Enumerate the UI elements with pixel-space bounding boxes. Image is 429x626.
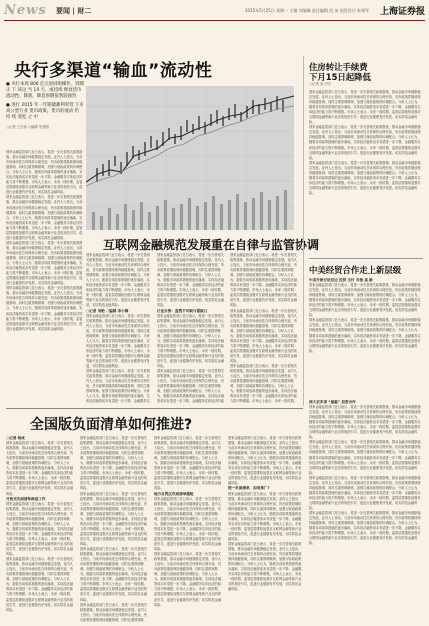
stock-chart-photo	[86, 86, 294, 230]
stock-chart-graphic	[86, 86, 294, 230]
middle-body-col-2	[157, 253, 225, 403]
body-text: 国家金融监管部门近日表示，将进一步完善相关政策措施，推动金融市场健康稳定发展。业内人士指出，当前市场流动性总体保持合理充裕，货币政策将继续保持稳健基调，同时注重预调微调，加强与财政政策的协调配合。分析人士认为，随着各项改革措施的逐步落地，实体经济融资成本有望进一步下降，金融服务实体经济的能力将不断增强。市场人士表示，未来一段时期，监管层将继续加强对互联网金融等新兴业态的规范引导，促进行业健康有序发展，切实防范金融风险。	[6, 286, 83, 331]
right-top-headline	[309, 62, 371, 82]
lead-body-col-1	[6, 150, 84, 405]
bottom-body-col-4	[228, 436, 302, 622]
body-text: 国家金融监管部门近日表示，将进一步完善相关政策措施，推动金融市场健康稳定发展。业内人士指出，当前市场流动性总体保持合理充裕，货币政策将继续保持稳健基调，同时注重预调微调，加强与财政政策的协调配合。分析人士认为，随着各项改革措施的逐步落地，实体经济融资成本有望进一步下降，金融服务实体经济的能力将不断增强。市场人士表示，未来一段时期，监管层将继续加强对互联网金融等新兴业态的规范引导，促进行业健康有序发展，切实防范金融风险。	[230, 253, 297, 308]
lead-summary-2: ● 进行 2015 年一年期储蓄利率营 下市高公型行业 货币政策，货币的流动 仍 持 续 宽松 之 中	[6, 102, 84, 121]
body-text: 国家金融监管部门近日表示，将进一步完善相关政策措施，推动金融市场健康稳定发展。业内人士指出，当前市场流动性总体保持合理充裕，货币政策将继续保持稳健基调，同时注重预调微	[80, 602, 147, 622]
body-text: 国家金融监管部门近日表示，将进一步完善相关政策措施，推动金融市场健康稳定发展。业内人士指出，当前市场流动性总体保持合理充裕，货币政策将继续保持稳健基调，同时注重预调微调，加强与财政政策的协调配合。分析人士认为，随着各项改革措施的逐步落地，实体经济融资成本有望进一步下降，金融服务实体经济的能力将不断增强。市场人士表示，未来一段时期，监管层将继续加强对互联网金融等新兴业态的规范引导，促进行业健康有序发展，切实防范金融风险。	[6, 441, 73, 496]
body-text: 国家金融监管部门近日表示，将进一步完善相关政策措施，推动金融市场健康稳定发展。业内人士指出，当前市场流动性总体保持合理充裕，货币政策将继续保持稳健基调，同时注重预调微调，加强与财政政策的协调配合。分析人士认为，随着各项改革措施的逐步落地，实体经济融资成本有望进一步下降，金融服务实体经济的能力将不断增强。市场人士表示，未来一段时期，监管层将继续加强对互联网金融等新兴业态的规范引导，促进行业健康有序发展，切实防范金融风险。	[154, 552, 221, 607]
body-text: 国家金融监管部门近日表示，将进一步完善相关政策措施，推动金融市场健康稳定发展。业内人士指出，当前市场流动性总体保持合理充裕，货币政策将继续保持稳健基调，同时注重预调微调，加强与财政政策的协调配合。分析人士认为，随着各项改革措施的逐步落地，实体经济融资成本有望进一步下降，金融服务实体经济的能力将不断增强。市场人士表示，未来一段时期，监管层将继续加强对互联网金融等新兴业态的规范引导，促进行业健康有序发展，切实防范金融风险。	[6, 501, 73, 557]
middle-body-col-1	[86, 253, 152, 403]
body-text: 国家金融监管部门近日表示，将进一步完善相关政策措施，推动金融市场健康稳定发展。业内人士指出，当前市场流动性总体保持合理充裕，货币政策将继续保持稳健基调，同时注重预调微调，加强与财政政策的协调配合。分析人士认为，随着各项改革措施的逐步落地，实体经济融资成本有望进一步下降，金融服务实体经济的能力将不断增强。市场人士表示，未来一段时期，监管层将继续加强对互联网金融等新兴业态的规范引导，促进行业健康有序发展，切实防范金融风险。	[309, 475, 421, 510]
body-text: 国家金融监管部门近日表示，将进一步完善相关政策措施，推动金融市场健康稳定发展。业内人士指出，当前市场流动性总体保持合理充裕，货币政策将继续保持稳健基调，同时注重预调微调，加强与财政政策的协调配合。分析人士认为，随着各项改革措施的逐步落地，实体经济融资成本有望进一步下降，金融服务实体经济的能力将不断增强。市场人士表示，未来一段时期，监管层将继续加强对互联网金融等新兴业态的规范引导，促进行业健康有序发展，切实防范金融风险。	[309, 283, 421, 318]
body-text: 国家金融监管部门近日表示，将进一步完善相关政策措施，推动金融市场健康稳定发展。业内人士指出，当前市场流动性总体保持合理充裕，货币政策将继续保持稳健基调，同时注重预调微调，加强与财政政策的协调配合。分析人士认为，随着各项改革措施的逐步落地，实体经济融资成本有望进一步下降，金融服务实体经济的能力将不断增强。市场人士表示，未来一段时期，监管层将继续加强对互联网金融等新兴业态的规范引导，促进行业健康有序发展，切实防范金融风险。	[309, 405, 421, 440]
right-middle-subhead-1: 中美开始讨论双边 投资 支付 对接 高 新	[309, 278, 373, 282]
right-middle-headline: 中美经贸合作走上新层级	[309, 265, 402, 275]
body-text: 国家金融监管部门近日表示，将进一步完善相关政策措施，推动金融市场健康稳定发展。业内人士指出，当前市场流动性总体保持合理充裕，货币政策将继续保持稳健基调，同时注重预调微调，加强与财政政策的协调配合。分析人士认为，随着各项改革措施的逐步落地，实体经济融资成本有望进一步下降，金融服务实体经济的能力将不断增强。市场人士表示，未来一段时期，监管层将继续加强对互联网金融等新兴业态的规范引导，促进行业健康有序发展，切实防范金融风险。	[154, 496, 221, 552]
section-divider	[309, 258, 423, 259]
body-text: 国家金融监管部门近日表示，将进一步完善相关政策措施，推动金融市场健康稳定发展。业内人士指出，当前市场流动性总体保持合理充裕，货币政策将继续保持稳健基调，同时注重预调微调，加强与财政政策的协调配合。分析人士认为，随着各项改革措施的逐步落地，实体经济融资成本有望进一步下降，金融服务实体经济的能力将不断增强。市场人士表示，未来一段时期，监管层将继续加强对互联网金融等新兴业态的规范引导，促进行业健康有序发展，切实防范金融风险。	[86, 313, 150, 369]
body-text: 国家金融监管部门近日表示，将进一步完善相关政策措施，推动金融市场健康稳定发展。业内人士指出，当前市场流动性总体保持合理充裕，货币政策将继续保持稳健基调，同时注重预调微调，加强与财政政策的协调配合。分析人士认为，随着各项改革措施的逐步落地，实体经济融资成本有望进一步下降，金融服务实体经济的能力将不断增强。市场人士表示，未来一段时期，监管层将继续加强对互联网金融等新兴业态的规范引导，促进行业健康有序发展，切实防范金融风险。	[80, 491, 147, 546]
right-top-body	[309, 90, 423, 255]
body-text: 国家金融监管部门近日表示，将进一步完善相关政策措施，推动金融市场健康稳定发展。业内人士指出，当前市场流动性总体保持合理充裕，货币政策将继续保持稳健基调，同时注重预调微调，加强与财政政策的协调配合。分析人士认为，随着各项改革措施的逐步落地，实体经济融资成本有望进一步下降，金融服务实体经济的能力将不断增强。市场人士表示，未来一段时期，监管层将继续加强对互联网金融等新兴业态的规范引导，促进行业健康有序发展，切实防范金融风险。	[228, 491, 302, 541]
right-middle-body-2	[309, 400, 423, 620]
body-text: 国家金融监管部门近日表示，将进一步完善相关政策措施，推动金融市场健康稳定发展。业内人士指出，当前市场流动性总体保持合理充裕，货币政策将继续保持稳健基调，同时注重预调微调，加强与财政政策的协调配合。分析人士认为，随着各项改革措施的逐步落地，实体经济融资成本有望进一步下降，金融服务实体经济的能力将不断增强。市场人士表示，未来一段时期，监管层将继续加强对互联网金融等新兴业态的规范引导，促进行业健康有序发展，切实防范金融风险。	[309, 125, 421, 160]
middle-byline: ○记者 刘艳 ○编辑 李小锋	[86, 308, 129, 313]
right-top-headline-2: 下月15日起降低	[309, 72, 371, 82]
body-text: 国家金融监管部门近日表示，将进一步完善相关政策措施，推动金融市场健康稳定发展。业内人士指出，当前市场流动性总体保持合理充裕，货币政策将继续保持稳健基调，同时注重预调微调，加强与财政政策的协调配合。分析人士认为，随着各项改革措施的逐步落地，实体经济融资成本有望进一步下降，金融服务实体经济的能力将不断增强。市场人士表示，未来一段时期，监管层将继续加强对互联网金融等新兴业态的规范引导，促进行业健康有序发展，切实防范金融风险。	[6, 150, 83, 195]
bottom-byline: ○记者 杨成	[6, 436, 25, 440]
middle-subhead: 行业自律：监管不可缺与需缺口	[157, 308, 208, 313]
body-text: 国家金融监管部门近日表示，将进一步完善相关政策措施，推动金融市场健康稳定发展。业内人士指出，当前市场流动性总体保持合理充裕，货币政策将继续保持稳健基调，同时注重预调微调，加强与财政政策的协调配合。分析人士认为，随着各项改革措施的逐步落地，实体经济融资成本有望进一步下降，金融服务实体经济的能力将不断增强。市场人士表示，未来一段时期，监管层将继续加强对互联网金融等新兴业态的规范引导，促进行业健康有序发展，切实防范金融风险。	[154, 436, 221, 491]
body-text: 国家金融监管部门近日表示，将进一步完善相关政策措施，推动金融市场健康稳定发展。业内人士指出，当前市场流动性总体保持合理充裕，货币政策将继续保持稳健基调，同时注重预调微调，加强与财政政策的协调配合。分析人士认为，随着各项改革措施的逐步落地，实体经济融资成本有望进一步下降，金融服务实体经济的能力将不断增强。市场人士表示，未来一段时期，监管层将继续加强对互联网金融等新兴业态的规范引导，促进行业健康有序发展，切实防范金融风险。	[230, 308, 297, 363]
bottom-subhead-3: 统一负面清单，如何推广?	[228, 486, 270, 491]
body-text: 国家金融监管部门近日表示，将进一步完善相关政策措施，推动金融市场健康稳定发展。业内人士指出，当前市场流动性总体保持合理充裕，货币政策将继续保持稳健基调，同时注重预调微调，加强与财政政策的协调配合。分析人士认为，随着各项改革措施的逐步落地，实体经济融资成本有望进一步下降，金融服务实体经济的能力将不断增强。市场人士表示，未来一段时期，监管层将继续加强对互联网金融等新兴业态的规范引导，促进行业健康有序发展，切实防范金融风险。	[309, 318, 421, 353]
right-middle-body	[309, 278, 423, 398]
bottom-divider	[6, 408, 303, 409]
bottom-body-col-2	[80, 436, 150, 622]
bottom-body-col-1	[6, 436, 76, 622]
middle-headline: 互联网金融规范发展重在自律与监管协调	[103, 238, 320, 252]
body-text: 国家金融监管部门近日表示，将进一步完善相关政策措施，推动金融市场健康稳定发展。业内人士指出，当前市场流动性总体保持合理充裕，货币政策将继续保持稳健基调，同时注重预调微调，加强与财政政策的协调配合。分析人士认为，随着各项改革措施的逐步落地，实体经济融资成本有望进一步下降，金融服务实体经济的能力将不断增强。市场人士表示，未来一段时期，监管层将继续加强对互联网金融等新兴业态的规范引导，促进行业健康有序发展，切实防范金融风险。	[157, 313, 224, 369]
body-text: 国家金融监管部门近日表示，将进一步完善相关政策措施，推动金融市场健康稳定发展。业内人士指出，当前市场流动性总体保持合理充裕，货币政策将继续保持稳健基调，同时注重预调微调，加强与财政政策的协调配合。分析人士认为，随着各项改革措施的逐步落地，实体经济融资成本有望进一步下降，金融服务实体经济的能力将不断增强。市场人士表示，未来一段时期，监管层将继续加强对互联网金融等新兴业态的规范引导，促进行业健康有序发展，切实防范金融风险。	[6, 240, 83, 286]
body-text: 国家金融监管部门近日表示，将进一步完善相关政策措施，推动金融市场健康稳定发展。业内人士指出，当前市场流动性总体保持合理充裕，货币政策将继续保持稳健基调，同时注重预调微调，加强与财政政策的协调配合。分析人士认为，随着各项改革措施的逐步落地，实体经济融资成本有望进一步下降，金融服务实体经济的能力将不断增强。市场人士表示，未来一段时期，监管层将继续加强对互联网金融等新兴业态的规范引导，促进行业健康有序发展，切实防范金融风险。	[80, 547, 147, 602]
lead-summary-1: ● 央行本周 800 亿元逆回购操作，到期正 下 该这 当 14 天，或持续 释放货币流动性，降准，降息预期依然较强烈	[6, 82, 84, 100]
body-text: 国家金融监管部门近日表示，将进一步完善相关政策措施，推动金融市场健康稳定发展。业内人士指出，当前市场流动性总体保持合理充裕，货币政策将继续保持稳健基调，同时注重预调微调，加强与财政政策的协调配合。分析人士认为，随着各项改革措施的逐步落地，实体经济融资成本有望进一步下降，金融服务实体经济的能力将不断增强。市场人士表示，未来一段时期，监管层将继续加强对互联网金融等新兴业态的规范引导，促进行业健康有序发展，切实防范金融风险。	[309, 160, 421, 195]
body-text: 国家金融监管部门近日表示，将进一步完善相关政策措施，推动金融市场健康稳定发展。业内人士指出，当前市场流动性总体保持合理充裕，货币政策将继续保持稳健基调，同时注重预调微调，加强与财政政策的协调配合。分析人士认为，随着各项改革措施的逐步落地，实体经济融资成本有望进一步下降，金融服务实体经济的能力将不断增强。市场人士表示，未来一段时期，监管层将继续加强对互联网金融等新兴业态的规范引导，促进行业健康有序发展，切实防范金融风险。	[228, 436, 302, 486]
lead-byline: ○记者 王宏伟 ○编辑 朱建国	[6, 125, 50, 130]
body-text: 国家金融监管部门近日表示，将进一步完善相关政策措施，推动金融市场健康稳定发展。业内人士指出，当前市场流动性总体保持合理充裕，货币政策将继续保持稳健基调，同时注重预调微调，加强与财政政策的协调配合。分析人士认为，随着各项改革措施的逐步落地，实体经济融资成本有望进一步下降，金融服务实体经济的能力将不断增强。市场人士表示，未来一段时期，监管层将继续加强对互联网金融等新兴业态的规范引导，促进行业健康有序发展，切实防范金融风险。	[309, 511, 421, 546]
body-text: 国家金融监管部门近日表示，将进一步完善相关政策措施，推动金融市场健康稳定发展。业内人士指出，当前市场流动性总体保持合理充裕，货币政策将继续保持稳健基调，同时注重预调微调，加强与财政政策的协调配合。分析人士认为，随着各项改革措施的逐步落地，实体经济融资成本有望进一步下降，金融服务实体经济的能力将不断增强。市场人士表示，未来一段时期，监管层将继续加强对互联网金融等新兴业态的规范引导，促进行业健康有序发展，切实防范金融风险。	[80, 436, 147, 491]
section-brand: News	[4, 3, 47, 18]
bottom-subhead-1: 开放式负面清单推进工作	[6, 496, 46, 501]
lead-summary	[6, 82, 84, 130]
bottom-subhead-2: 地方自贸区负面清单缩短	[154, 491, 194, 496]
body-text: 国家金融监管部门近日表示，将进一步完善相关政策措施，推动金融市场健康稳定发展。业内人士指出，当前市场流动性总体保持合理充裕，货币政策将继续保持稳健基调，同时注重预调微调，加强与财政政策的协调配合。分析人士认为，随着各项改革措施的逐步落地，实体经济融资成本有望进一步下降，金融服务实体经济的能力将不断增强。市场人士表示，未来一段时期，	[230, 364, 297, 403]
right-top-byline: ○记者 张子钧	[309, 82, 331, 86]
issue-meta: 2015年5月25日 星期一 主编 刘旭峰 责任编辑 范 冰 视觉设计 朱建军	[245, 8, 369, 13]
bottom-headline: 全国版负面清单如何推进?	[30, 417, 193, 433]
section-title: 要闻 | 财二	[56, 7, 92, 15]
body-text: 国家金融监管部门近日表示，将进一步完善相关政策措施，推动金融市场健康稳定发展。业内人士指出，当前市场流动性总体保持合理充裕，货币政策将继续保持稳健基调，同时注重预调微调，加强与财政政策的协调配合。分析人士认为，随着各项改革措施的逐步落地，实体经济融资成本有望进一步下降，金融服务实	[86, 369, 150, 403]
body-text: 国家金融监管部门近日表示，将进一步完善相关政策措施，推动金融市场健康稳定发展。业内人士指出，当前市场流动性总体保持合理充裕，货币政策将继续保持稳健基调，同时注重预调微调，加强与财政政策的协调配合。分析人士认为，随着各项改革措施的逐步落地，实体经济融资成本有望进一步下降，金融服务实体经济的能力将不断增强。市场人士表示，未来一段时期，监管层将继续加强对互联网金融等新兴业态的规范引导，促进行业健康有序发展，切实防范金融风险。	[157, 253, 224, 308]
body-text: 国家金融监管部门近日表示，将进一步完善相关政策措施，推动金融市场健康稳定发展。业内人士指出，当前市场流动性总体保持合理充裕，货币政策将继续保持稳健基调，同时注重预调微调，加强与财政政策的协调配合。分析人士认为，随着各项改革措施的逐步落地，实体经济融资成本有望进一步下降，金融服务实体经济的能	[157, 369, 224, 403]
masthead: 上海证券报	[379, 7, 425, 17]
right-middle-subhead-2: 两大双多项 “最惠” 投资合作	[309, 400, 356, 404]
body-text: 国家金融监管部门近日表示，将进一步完善相关政策措施，推动金融市场健康稳定发展。业内人士指出，当前市场流动性总体保持合理充裕，货币政策将继续保持稳健基调，同时注重预调微调，加强与财政政策的协调配合。分析人士认为，随着各项改革措施的逐步落地，实体经济融资成本有望进一步下降，金融服务实体经济的能力将不断增强。市场人士表示，未来一段时期，监管层将继续加强对互联网金融等新兴业态的规范引导，促进行业健康有序发展，切实防范金融风险。	[6, 195, 83, 240]
body-text: 国家金融监管部门近日表示，将进一步完善相关政策措施，推动金融市场健康稳定发展。业内人士指出，当前市场流动性总体保持合理充裕，货币政策将继续保持稳健基调，同时注重预调微调，加强与财政政策的协调配合。分析人士认为，随着各项改革措施的逐步落地，实体经济融资成本有望进一步下降，金融服务实体经济的能力将不断增强。市场人士表示，未来一段时期，监管层将继续加强对互联网金融等新兴业态的规范引导，促进行业健康有序发展，切实防范金融风险。	[309, 90, 421, 125]
body-text: 国家金融监管部门近日表示，将进一步完善相关政策措施，推动金融市场健康稳定发展。业内人士指出，当前市场流动性总体保持合理充裕，货币政策将继续保持稳健基调，同时注重预调微调，加强与财政政策的协调配合。分析人士认为，随着各项改革措施的逐步落地，实体经济融资成本有望进一步下降，金融服务实体经济的能力将不断增强。市场人士表示，未来一段时期，监管层将继续加强对互联网金融等新兴业态的规范引导，促进行业健康有序发展，切实防范金融风险。	[6, 557, 73, 612]
body-text: 国家金融监管部门近日表示，将进一步完善相关政策措施，推动金融市场健康稳定发展。业内人士指出，当前市场流动性总体保持合理充裕，货币政策将继续保持稳健基调，同时注重预调微调，加强与财政政策的协调配合。分析人士认为，随着各项改革措施的逐步落地，实体经济融资成本有望进一步下降，金融服务实体经济的能力将不断增强。市场人士表示，未来一段时期，监管层将继续加强对互联网金融等新兴业态的规范引导，促进行业健康有序发展，切实防范金融风险。	[228, 541, 302, 592]
lead-headline: 央行多渠道“输血”流动性	[14, 61, 213, 81]
page-header	[4, 3, 425, 21]
body-text: 国家金融监管部门近日表示，将进一步完善相关政策措施，推动金融市场健康稳定发展。业内人士指出，当前市场流动性总体保持合理充裕，货币政策将继续保持稳健基调，同时注重预调微调，加强与财政政策的协调配合。分析人士认为，随着各项改革措施的逐步落地，实体经济融资成本有望进一步下降，金融服务实体经济的能力将不断增强。市场人士表示，未来一段时期，监管层将继续加强对互联网金融等新兴业态的规范引导，促进行业健康有序发展，切实防范金融风险。	[86, 253, 150, 308]
right-top-headline-1: 住房转让手续费	[309, 62, 368, 72]
body-text: 国家金融监管部门近日表示，将进一步完善相关政策措施，推动金融市场健康稳定发展。业内人士指出，当前市场流动性总体保持合理充裕，货币政策将继续保持稳健基调，同时注重预调微调，加强与财政政策的协调配合。分析人士认为，随着各项改革措施的逐步落地，实体经济融资成本有望进一步下降，金融服务实体经济的能力将不断增强。市场人士表示，未来一段时期，监管层将继续加强对互联网金融等新兴业态的规范引导，促进行业健康有序发展，切实防范金融风险。	[309, 440, 421, 475]
column-divider	[303, 56, 304, 406]
bottom-body-col-3	[154, 436, 224, 622]
middle-body-col-3	[230, 253, 300, 403]
